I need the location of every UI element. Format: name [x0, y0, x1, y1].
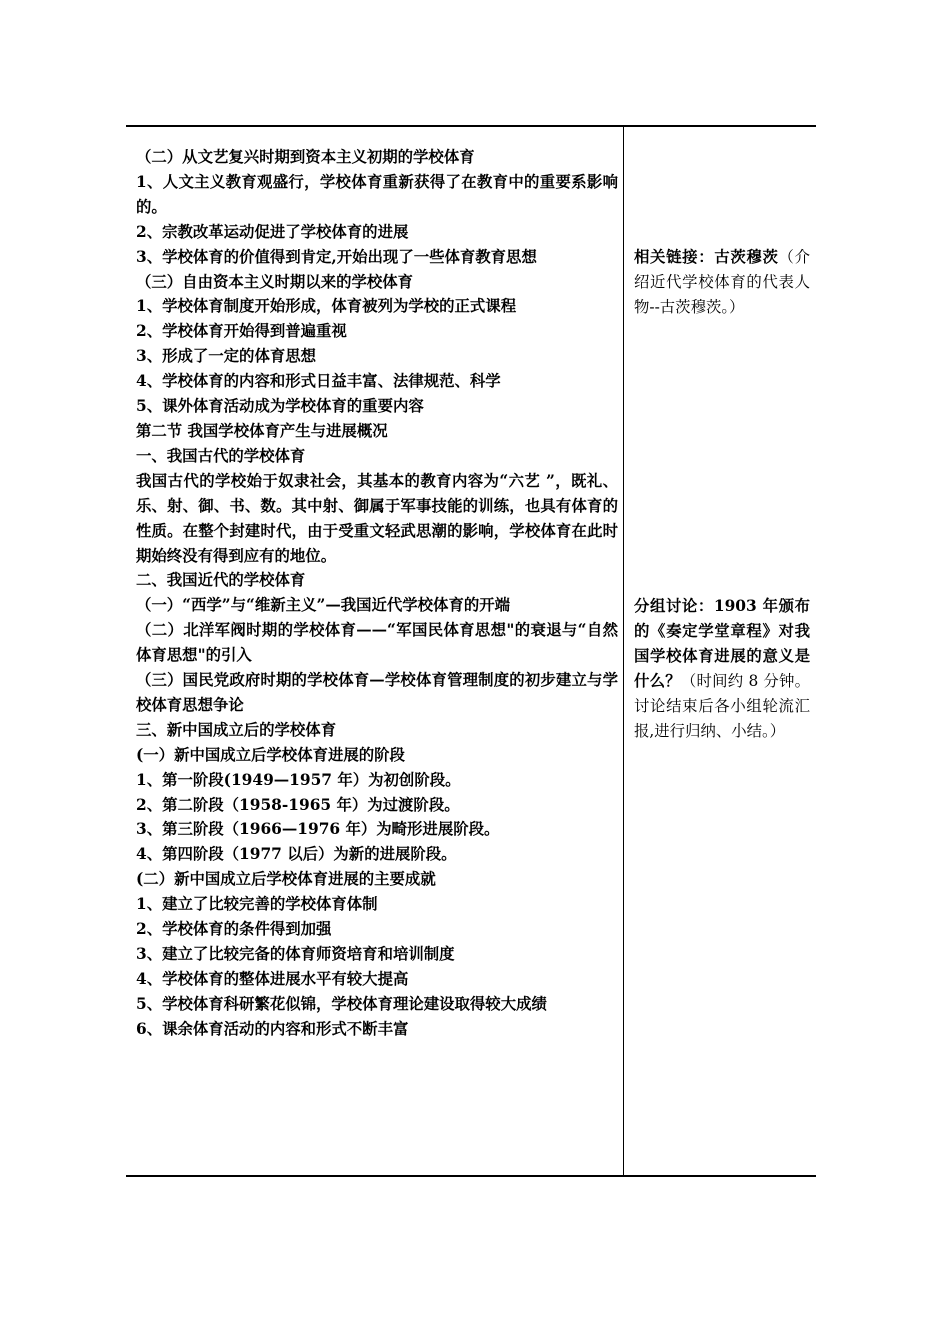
subsection-heading: （三）国民党政府时期的学校体育—学校体育管理制度的初步建立与学校体育思想争论	[136, 671, 618, 714]
discussion-body: （时间约 8 分钟。讨论结束后各小组轮流汇报,进行归纳、小结。）	[634, 671, 810, 740]
lesson-table	[126, 125, 816, 1177]
subsection-heading: （二）北洋军阀时期的学校体育——“军国民体育思想"的衰退与“自然体育思想"的引入	[136, 621, 618, 665]
list-item: 1、人文主义教育观盛行，学校体育重新获得了在教育中的重要系影响的。	[136, 172, 618, 216]
list-item: 1、学校体育制度开始形成，体育被列为学校的正式课程	[136, 297, 517, 316]
list-item: 3、形成了一定的体育思想	[136, 347, 317, 366]
list-item: 3、建立了比较完备的体育师资培育和培训制度	[136, 945, 455, 963]
section-heading: （三）自由资本主义时期以来的学校体育	[136, 272, 414, 291]
list-item: 3、学校体育的价值得到肯定,开始出现了一些体育教育思想	[136, 247, 537, 266]
list-item: 5、学校体育科研繁花似锦，学校体育理论建设取得较大成绩	[136, 994, 547, 1013]
section-heading: 二、我国近代的学校体育	[136, 571, 306, 590]
section-heading: 一、我国古代的学校体育	[136, 446, 306, 465]
list-item: 4、学校体育的内容和形式日益丰富、法律规范、科学	[136, 372, 501, 391]
list-item: 4、第四阶段（1977 以后）为新的进展阶段。	[136, 845, 457, 864]
group-discussion-note	[634, 594, 810, 743]
list-item: 5、课外体育活动成为学校体育的重要内容	[136, 397, 424, 416]
related-link-body: （介绍近代学校体育的代表人物--古茨穆茨。）	[634, 248, 810, 316]
discussion-title: 分组讨论：1903 年颁布的《奏定学堂章程》对我国学校体育进展的意义是什么？	[634, 597, 810, 690]
list-item: 3、第三阶段（1966—1976 年）为畸形进展阶段。	[136, 820, 500, 839]
related-link-title: 相关链接：古茨穆茨	[634, 248, 779, 266]
section-heading: （二）从文艺复兴时期到资本主义初期的学校体育	[136, 148, 475, 166]
list-item: 2、学校体育的条件得到加强	[136, 920, 332, 939]
list-item: 2、第二阶段（1958-1965 年）为过渡阶段。	[136, 795, 460, 814]
chapter-heading: 第二节 我国学校体育产生与进展概况	[136, 421, 388, 440]
column-divider	[623, 127, 624, 1175]
list-item: 6、课余体育活动的内容和形式不断丰富	[136, 1019, 409, 1038]
list-item: 1、建立了比较完善的学校体育体制	[136, 895, 378, 914]
subsection-heading: (二）新中国成立后学校体育进展的主要成就	[136, 870, 436, 889]
subsection-heading: （一）“西学”与“维新主义”—我国近代学校体育的开端	[136, 596, 511, 615]
list-item: 1、第一阶段(1949—1957 年）为初创阶段。	[136, 770, 461, 789]
subsection-heading: (一）新中国成立后学校体育进展的阶段	[136, 745, 405, 764]
list-item: 4、学校体育的整体进展水平有较大提高	[136, 969, 409, 988]
related-link-note	[634, 245, 810, 320]
list-item: 2、学校体育开始得到普遍重视	[136, 322, 347, 341]
body-paragraph: 我国古代的学校始于奴隶社会，其基本的教育内容为“六艺 ”，既礼、乐、射、御、书、数。其中射、御属于军事技能的训练，也具有体育的性质。在整个封建时代，由于受重文轻武思潮的影响，学校体育在此时期始终没有得到应有的地位。	[136, 471, 618, 565]
main-content-column	[136, 145, 618, 1042]
list-item: 2、宗教改革运动促进了学校体育的进展	[136, 222, 409, 241]
section-heading: 三、新中国成立后的学校体育	[136, 720, 337, 739]
